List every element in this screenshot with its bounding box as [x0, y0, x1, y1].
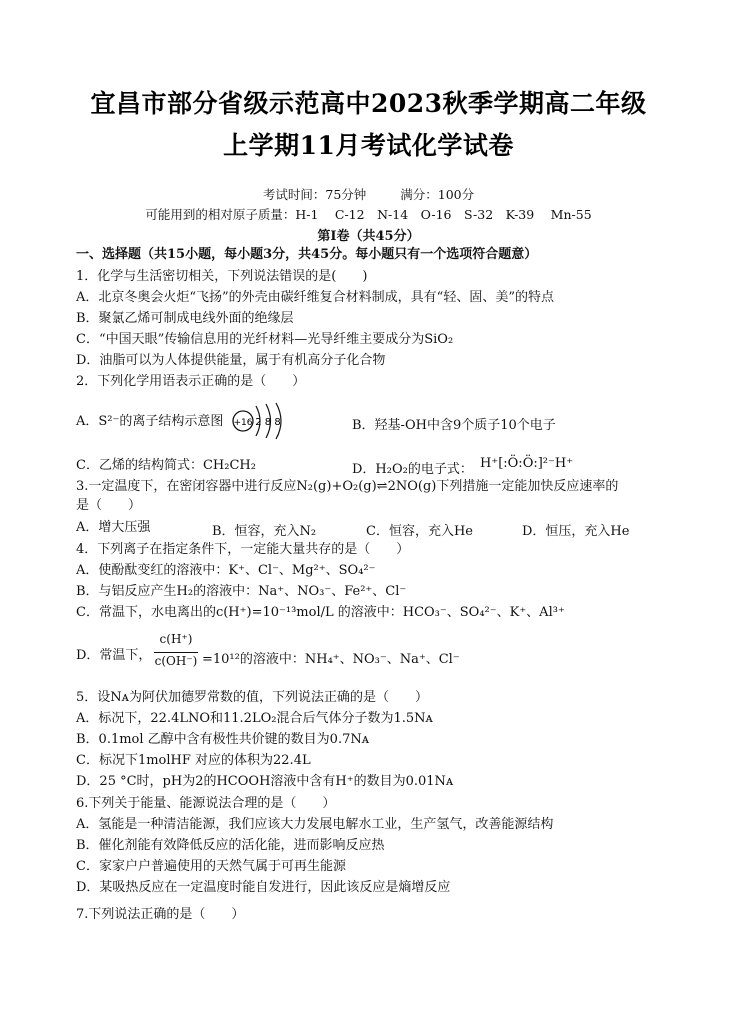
q5-option-a: A．标况下，22.4LNO和11.2LO₂混合后气体分子数为1.5Nᴀ	[76, 711, 433, 726]
q4-option-b: B．与铝反应产生H₂的溶液中：Na⁺、NO₃⁻、Fe²⁺、Cl⁻	[76, 584, 407, 599]
q4-option-d-suffix: =10¹²的溶液中：NH₄⁺、NO₃⁻、Na⁺、Cl⁻	[202, 652, 460, 667]
q3-stem-cont: 是（ ）	[76, 498, 142, 513]
q5-option-b: B．0.1mol 乙醇中含有极性共价键的数目为0.7Nᴀ	[76, 732, 370, 747]
q2-stem: 2．下列化学用语表示正确的是（ ）	[76, 374, 306, 389]
ion-nucleus-label: +16	[233, 418, 253, 428]
exam-title-line2: 上学期11月考试化学试卷	[223, 131, 514, 160]
atomic-masses: 可能用到的相对原子质量：H-1 C-12 N-14 O-16 S-32 K-39 Mn-55	[145, 207, 592, 222]
h2o2-electron-formula: H⁺[:Ö:Ö:]²⁻H⁺	[480, 456, 574, 471]
q6-option-c: C．家家户户普遍使用的天然气属于可再生能源	[76, 859, 346, 874]
q6-stem: 6.下列关于能量、能源说法合理的是（ ）	[76, 796, 336, 811]
q5-option-c: C．标况下1molHF 对应的体积为22.4L	[76, 753, 311, 768]
q2-option-b: B．羟基-OH中含9个质子10个电子	[352, 418, 556, 433]
concentration-ratio-fraction	[150, 632, 202, 674]
q5-stem: 5．设Nᴀ为阿伏加德罗常数的值，下列说法正确的是（ ）	[76, 690, 428, 705]
fraction-numerator: c(H⁺)	[159, 632, 193, 646]
q7-stem: 7.下列说法正确的是（ ）	[76, 907, 245, 922]
ion-shell-counts: 2 8 8	[255, 417, 281, 428]
q3-option-a: A．增大压强	[76, 520, 151, 535]
q6-option-d: D．某吸热反应在一定温度时能自发进行，因此该反应是熵增反应	[76, 880, 451, 895]
q3-option-c: C．恒容，充入He	[366, 524, 473, 539]
q4-option-c: C．常温下，水电离出的c(H⁺)=10⁻¹³mol/L 的溶液中：HCO₃⁻、SO₄²⁻、K⁺、Al³⁺	[76, 605, 565, 620]
exam-score: 满分：100分	[400, 187, 475, 202]
fraction-bar	[154, 652, 198, 653]
q1-option-b: B．聚氯乙烯可制成电线外面的绝缘层	[76, 311, 294, 326]
exam-time: 考试时间：75分钟	[262, 187, 367, 202]
q4-option-a: A．使酚酞变红的溶液中：K⁺、Cl⁻、Mg²⁺、SO₄²⁻	[76, 563, 376, 578]
q6-option-b: B．催化剂能有效降低反应的活化能，进而影响反应热	[76, 838, 385, 853]
fraction-denominator: c(OH⁻)	[154, 654, 198, 668]
q2-option-a: A．S²⁻的离子结构示意图	[76, 414, 224, 429]
q3-option-b: B．恒容，充入N₂	[212, 524, 317, 539]
q1-stem: 1．化学与生活密切相关，下列说法错误的是( )	[76, 269, 368, 284]
q3-stem: 3.一定温度下，在密闭容器中进行反应N₂(g)+O₂(g)⇌2NO(g)下列措施一定能加快反应速率的	[76, 479, 619, 494]
q1-option-d: D．油脂可以为人体提供能量，属于有机高分子化合物	[76, 353, 386, 368]
q6-option-a: A．氢能是一种清洁能源，我们应该大力发展电解水工业，生产氢气，改善能源结构	[76, 817, 554, 832]
exam-title-line1: 宜昌市部分省级示范高中2023秋季学期高二年级	[90, 89, 647, 118]
q5-option-d: D．25 °C时，pH为2的HCOOH溶液中含有H⁺的数目为0.01Nᴀ	[76, 774, 454, 789]
sulfide-ion-diagram-icon	[230, 398, 294, 444]
exam-time-score	[0, 185, 737, 203]
q4-stem: 4．下列离子在指定条件下，一定能大量共存的是（ ）	[76, 542, 410, 557]
q3-option-d: D．恒压，充入He	[522, 524, 630, 539]
q1-option-c: C．“中国天眼”传输信息用的光纤材料—光导纤维主要成分为SiO₂	[76, 332, 454, 347]
q2-option-d: D．H₂O₂的电子式：	[352, 462, 473, 477]
q2-option-c: C．乙烯的结构简式：CH₂CH₂	[76, 458, 256, 473]
part-heading: 第Ⅰ卷（共45分）	[317, 229, 420, 244]
q4-option-d-prefix: D．常温下，	[76, 648, 152, 663]
section-heading: 一、选择题（共15小题，每小题3分，共45分。每小题只有一个选项符合题意）	[76, 247, 538, 262]
q1-option-a: A．北京冬奥会火炬“飞扬”的外壳由碳纤维复合材料制成，具有“轻、固、美”的特点	[76, 290, 554, 305]
